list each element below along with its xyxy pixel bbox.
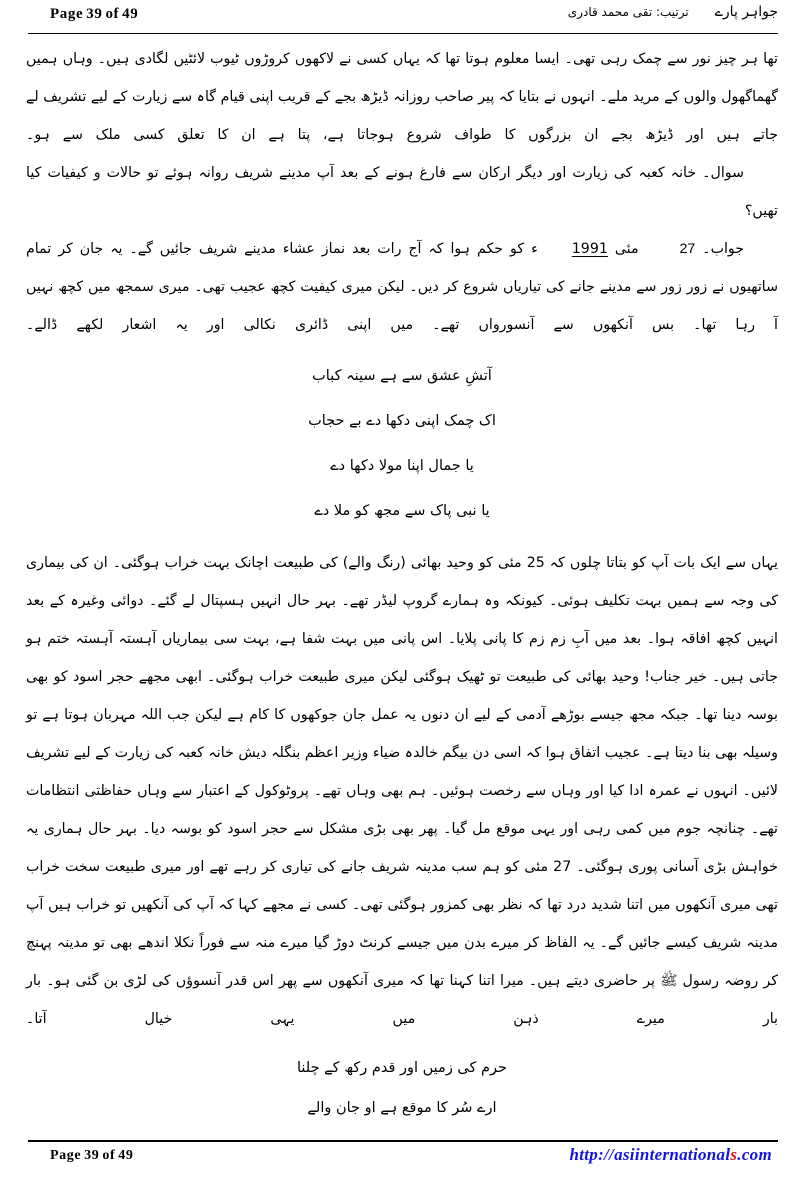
answer-label: جواب <box>710 241 745 257</box>
poetry-block-top <box>26 354 778 534</box>
footer-page-of: of <box>102 1148 116 1163</box>
question-text: خانہ کعبہ کی زیارت اور دیگر ارکان سے فارغ ہونے کے بعد آپ مدینے شریف روانہ ہوئے تو حالات و کیفیات کیا تھیں؟ <box>26 165 778 219</box>
footer-divider <box>28 1140 778 1142</box>
footer-page-number: 39 <box>84 1148 100 1163</box>
header-page-label <box>50 6 141 23</box>
footer-page-label <box>50 1148 136 1164</box>
answer-date-year: 1991 <box>571 241 608 257</box>
header-page-number: 39 <box>86 6 103 22</box>
footer-page-prefix: Page <box>50 1148 82 1163</box>
page-header <box>28 6 778 32</box>
verse-line: یا نبی پاک سے مجھ کو ملا دے <box>314 503 490 519</box>
footer-page-total: 49 <box>118 1148 134 1163</box>
question-label: سوال <box>710 165 745 181</box>
header-page-of: of <box>105 6 120 22</box>
answer-date-day: 27 <box>679 241 696 257</box>
answer-paragraph: جواب۔ 27 مئی 1991ء کو حکم ہوا کہ آج رات بعد نماز عشاء مدینے شریف جائیں گے۔ یہ جان کر تمام ساتھیوں نے زور زور سے مدینے جانے کی تیاریاں شروع کر دیں۔ لیکن میری کیفیت کچھ عجیب تھی۔ میری سمجھ میں کچھ نہیں آ رہا تھا۔ بس آنکھوں سے آنسورواں تھے۔ میں اپنی ڈائری نکالی اور یہ اشعار لکھے ڈالے۔ <box>26 230 778 344</box>
verse-line: اک چمک اپنی دکھا دے بے حجاب <box>308 413 496 429</box>
verse-line: حرم کی زمیں اور قدم رکھ کے چلنا <box>297 1060 507 1076</box>
verse-line: یا جمال اپنا مولا دکھا دے <box>330 458 474 474</box>
book-title: جواہر پارے <box>714 4 778 20</box>
book-compiler: ترتیب: تقی محمد قادری <box>567 5 689 19</box>
answer-date-era: ء <box>531 241 538 257</box>
answer-date-month: مئی <box>614 241 639 257</box>
verse-line: ارے سُر کا موقع ہے او جان والے <box>307 1100 497 1116</box>
body-paragraph-2: یہاں سے ایک بات آپ کو بتاتا چلوں کہ 25 مئی کو وحید بھائی (رنگ والے) کی طبیعت اچانک بہت خراب ہوگئی۔ ان کی بیماری کی وجہ سے ہمیں بہت تکلیف ہوئی۔ کیونکہ وہ ہمارے گروپ لیڈر تھے۔ بہر حال انہیں ہسپتال لے گئے۔ دوائی وغیرہ کے بعد انہیں کچھ افاقہ ہوا۔ بعد میں آبِ زم زم کا پانی پلایا۔ اس پانی میں بہت شفا ہے، بہت سی بیماریاں آہستہ آہستہ ختم ہو جاتی ہیں۔ خیر جناب! وحید بھائی کی طبیعت تو ٹھیک ہوگئی لیکن میری طبیعت خراب ہوگئی۔ ابھی مجھے حجر اسود کو بھی بوسہ دینا تھا۔ جبکہ مجھ جیسے بوڑھے آدمی کے لیے ان دنوں یہ عمل جان جوکھوں کا کام ہے لیکن جب اللہ مہربان ہوتا ہے تو وسیلہ بھی بنا دیتا ہے۔ عجیب اتفاق ہوا کہ اسی دن بیگم خالدہ ضیاء وزیر اعظم بنگلہ دیش خانہ کعبہ کی زیارت کے لیے تشریف لائیں۔ انہوں نے عمرہ ادا کیا اور وہاں سے رخصت ہوئیں۔ ہم بھی وہاں تھے۔ پروٹوکول کے اعتبار سے وہاں حفاظتی انتظامات تھے۔ چنانچہ جوم میں کمی رہی اور یہی موقع مل گیا۔ پھر بھی بڑی مشکل سے حجر اسود کو بوسہ دیا۔ بہر حال ہماری یہ خواہش بڑی آسانی پوری ہوگئی۔ 27 مئی کو ہم سب مدینہ شریف جانے کی تیاری کر رہے تھے اور میری طبیعت سخت خراب تھی میری آنکھوں میں اتنا شدید درد تھا کہ نظر بھی کمزور ہوگئی تھی۔ کسی نے مجھے کہا کہ آپ کی آنکھیں تو خراب ہیں آپ مدینہ شریف کیسے جائیں گے۔ یہ الفاظ کر میرے بدن میں جیسے کرنٹ دوڑ گیا میرے منہ سے فوراً نکلا اندھے بھی تو مدینہ پہنچ کر روضہ رسول ﷺ پر حاضری دیتے ہیں۔ میرا اتنا کہنا تھا کہ میری آنکھوں سے پھر اس قدر آنسوؤں کی لڑی بن گئی ہو۔ بار بار میرے ذہن میں یہی خیال آتا۔ <box>26 555 779 1027</box>
url-text-part-2: .com <box>737 1145 772 1164</box>
header-page-prefix: Page <box>50 6 84 22</box>
header-page-total: 49 <box>122 6 139 22</box>
header-divider <box>28 33 778 34</box>
header-book-info <box>568 4 778 20</box>
url-text-part-1: http://asiinternational <box>569 1145 731 1164</box>
website-url-link[interactable] <box>569 1145 772 1165</box>
question-paragraph: سوال۔ خانہ کعبہ کی زیارت اور دیگر ارکان سے فارغ ہونے کے بعد آپ مدینے شریف روانہ ہوئے تو حالات و کیفیات کیا تھیں؟ <box>26 165 778 219</box>
body-paragraph-1: تھا ہر چیز نور سے چمک رہی تھی۔ ایسا معلوم ہوتا تھا کہ یہاں کسی نے لاکھوں کروڑوں ٹیوب لائٹیں لگادی ہیں۔ وہاں ہمیں گھماگھول والوں کے مرید ملے۔ انہوں نے بتایا کہ پیر صاحب روزانہ ڈیڑھ بجے کے قریب اپنی قیام گاہ سے زیارت کے لیے تشریف لے جاتے ہیں اور ڈیڑھ بجے ان بزرگوں کا طواف شروع ہوجاتا ہے، پتا ہے ان کا تعلق کسی ملک سے ہو۔ <box>26 51 778 143</box>
url-text-accent: s <box>730 1145 738 1164</box>
verse-line: آتشِ عشق سے ہے سینہ کباب <box>312 368 492 384</box>
answer-text: کو حکم ہوا کہ آج رات بعد نماز عشاء مدینے شریف جائیں گے۔ یہ جان کر تمام ساتھیوں نے زور زور سے مدینے جانے کی تیاریاں شروع کر دیں۔ لیکن میری کیفیت کچھ عجیب تھی۔ میری سمجھ میں کچھ نہیں آ رہا تھا۔ بس آنکھوں سے آنسورواں تھے۔ میں اپنی ڈائری نکالی اور یہ اشعار لکھے ڈالے۔ <box>26 241 778 333</box>
page-body <box>26 40 778 1122</box>
poetry-block-bottom <box>26 1048 778 1128</box>
page-footer <box>28 1145 778 1172</box>
